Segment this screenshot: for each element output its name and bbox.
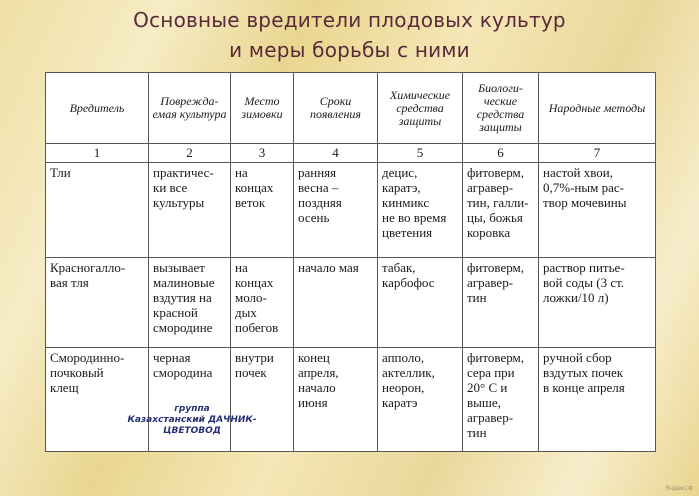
column-number: 7 bbox=[539, 144, 656, 163]
pests-table bbox=[45, 72, 656, 452]
column-number: 1 bbox=[46, 144, 149, 163]
watermark-line-1: группа bbox=[174, 404, 210, 414]
header-winter-place: Место зимовки bbox=[231, 73, 294, 144]
cell-timing: конец апреля, начало июня bbox=[294, 348, 378, 452]
cell-chemical: апполо, актеллик, неорон, каратэ bbox=[378, 348, 463, 452]
page-title-line-2: и меры борьбы с ними bbox=[229, 38, 470, 62]
cell-timing: ранняя весна – поздняя осень bbox=[294, 163, 378, 258]
header-pest: Вредитель bbox=[46, 73, 149, 144]
page-title-line-1: Основные вредители плодовых культур bbox=[133, 8, 566, 32]
column-number: 3 bbox=[231, 144, 294, 163]
cell-winter-place: на концах веток bbox=[231, 163, 294, 258]
column-number-row bbox=[46, 144, 656, 163]
cell-crop: черная смородина bbox=[149, 348, 231, 452]
header-biological: Биологи- ческие средства защиты bbox=[463, 73, 539, 144]
cell-crop: вызывает малиновые вздутия на красной смородине bbox=[149, 258, 231, 348]
cell-pest: Смородинно- почковый клещ bbox=[46, 348, 149, 452]
cell-biological: фитоверм, сера при 20° С и выше, агравер- тин bbox=[463, 348, 539, 452]
table-row bbox=[46, 163, 656, 258]
watermark-line-2: Казахстанский ДАЧНИК-ЦВЕТОВОД bbox=[127, 415, 257, 436]
cell-pest: Красногалло- вая тля bbox=[46, 258, 149, 348]
cell-winter-place: внутри почек bbox=[231, 348, 294, 452]
cell-biological: фитоверм, агравер- тин bbox=[463, 258, 539, 348]
cell-crop: практичес- ки все культуры bbox=[149, 163, 231, 258]
header-timing: Сроки появления bbox=[294, 73, 378, 144]
header-crop: Поврежда- емая культура bbox=[149, 73, 231, 144]
cell-folk: ручной сбор вздутых почек в конце апреля bbox=[539, 348, 656, 452]
cell-timing: начало мая bbox=[294, 258, 378, 348]
header-chemical: Химические средства защиты bbox=[378, 73, 463, 144]
column-number: 2 bbox=[149, 144, 231, 163]
cell-winter-place: на концах моло- дых побегов bbox=[231, 258, 294, 348]
corner-watermark: ЯндексФ bbox=[664, 485, 693, 492]
header-row bbox=[46, 73, 656, 144]
table-row bbox=[46, 258, 656, 348]
column-number: 6 bbox=[463, 144, 539, 163]
column-number: 4 bbox=[294, 144, 378, 163]
cell-folk: раствор питье- вой соды (3 ст. ложки/10 л) bbox=[539, 258, 656, 348]
cell-folk: настой хвои, 0,7%-ным рас- твор мочевины bbox=[539, 163, 656, 258]
cell-biological: фитоверм, агравер- тин, галли- цы, божья коровка bbox=[463, 163, 539, 258]
cell-chemical: табак, карбофос bbox=[378, 258, 463, 348]
group-watermark bbox=[112, 404, 272, 437]
cell-pest: Тли bbox=[46, 163, 149, 258]
column-number: 5 bbox=[378, 144, 463, 163]
header-folk: Народные методы bbox=[539, 73, 656, 144]
cell-chemical: децис, каратэ, кинмикс не во время цветения bbox=[378, 163, 463, 258]
